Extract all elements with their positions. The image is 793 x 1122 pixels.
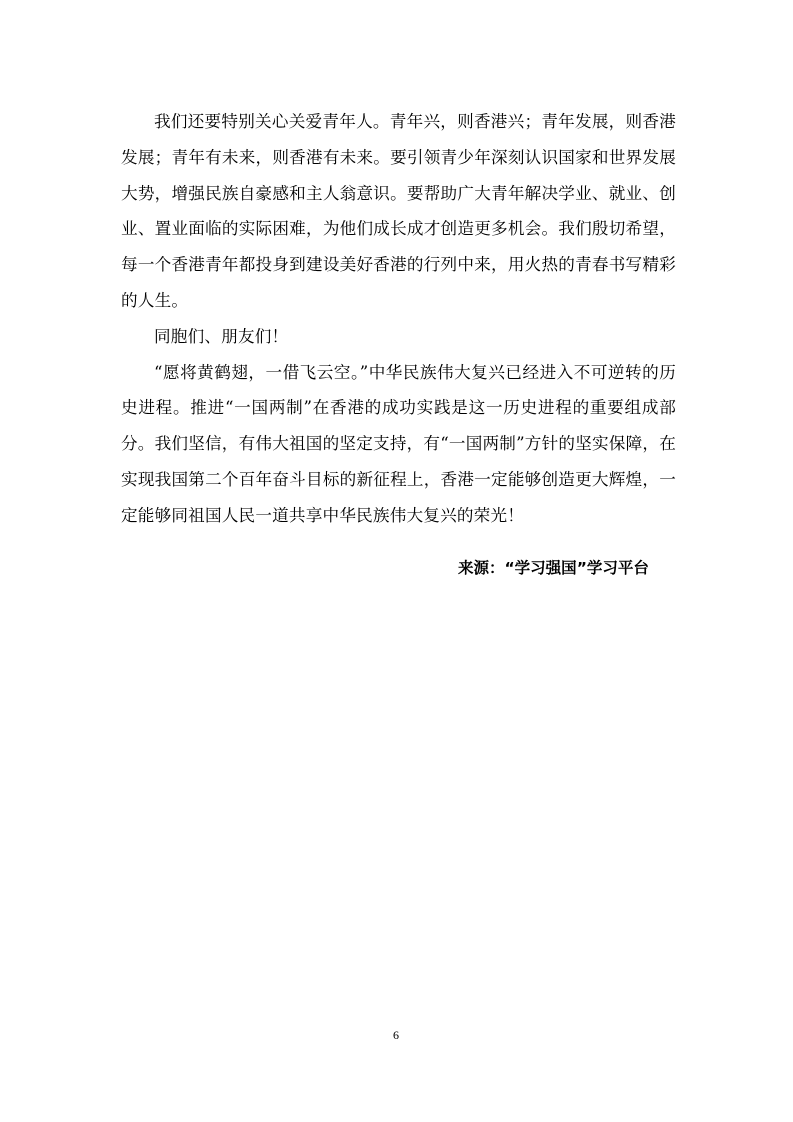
paragraph-conclusion: “愿将黄鹤翅，一借飞云空。”中华民族伟大复兴已经进入不可逆转的历史进程。推进“一国两制”在香港的成功实践是这一历史进程的重要组成部分。我们坚信，有伟大祖国的坚定支持，有“一国两制”方针的坚实保障，在实现我国第二个百年奋斗目标的新征程上，香港一定能够创造更大辉煌，一定能够同祖国人民一道共享中华民族伟大复兴的荣光！ <box>121 362 676 525</box>
paragraph-youth: 我们还要特别关心关爱青年人。青年兴，则香港兴；青年发展，则香港发展；青年有未来，则香港有未来。要引领青少年深刻认识国家和世界发展大势，增强民族自豪感和主人翁意识。要帮助广大青年解决学业、就业、创业、置业面临的实际困难，为他们成长成才创造更多机会。我们殷切希望，每一个香港青年都投身到建设美好香港的行列中来，用火热的青春书写精彩的人生。 <box>121 112 676 310</box>
paragraph-greeting: 同胞们、朋友们！ <box>154 326 289 346</box>
source-attribution: 来源：“学习强国”学习平台 <box>458 559 649 577</box>
body-text <box>121 104 676 534</box>
page-number: 6 <box>393 1028 399 1042</box>
